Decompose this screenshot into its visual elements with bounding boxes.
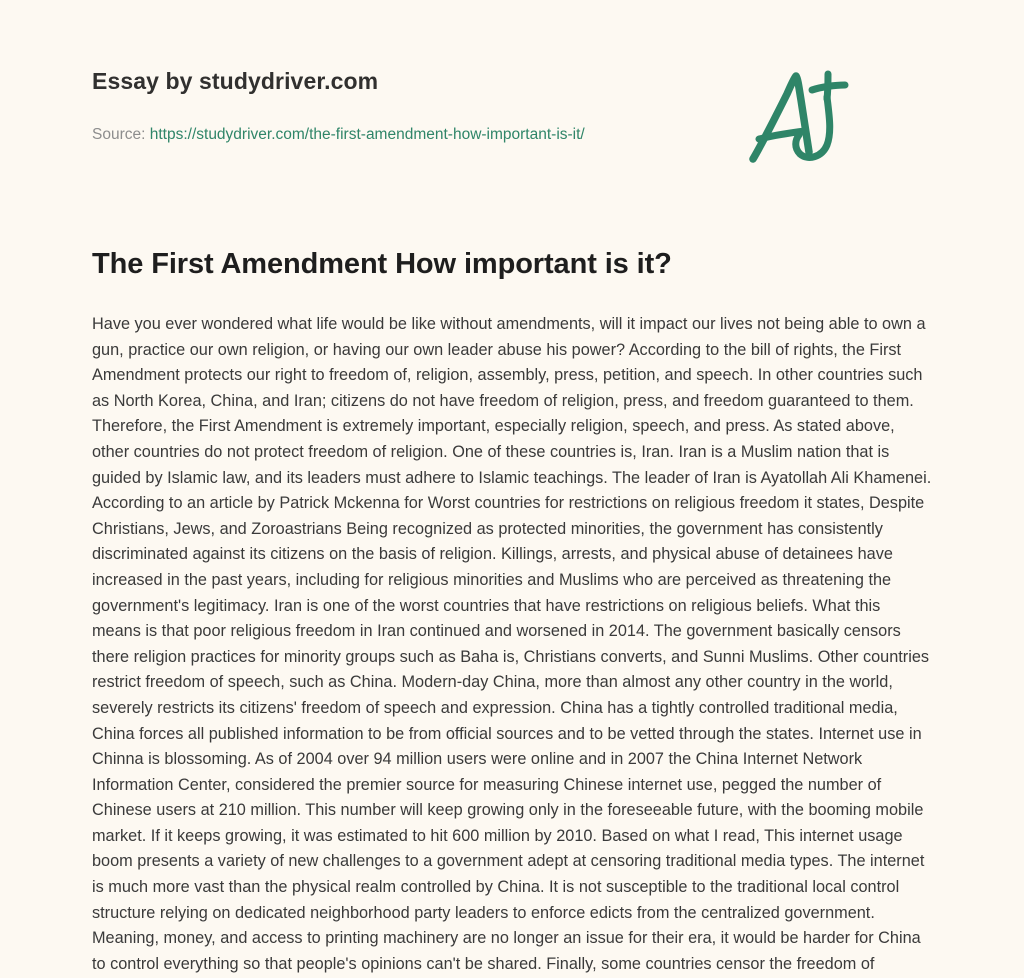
page-title: The First Amendment How important is it?	[92, 248, 672, 280]
brand-byline: Essay by studydriver.com	[92, 68, 379, 94]
source-label: Source:	[92, 126, 150, 143]
source-line	[92, 126, 585, 144]
page-header	[92, 0, 932, 190]
source-url-link[interactable]: https://studydriver.com/the-first-amendment-how-important-is-it/	[149, 126, 585, 143]
essay-body-text: Have you ever wondered what life would be like without amendments, will it impact our lives not being able to own a gun, practice our own religion, or having our own leader abuse his power? According to the bill of rights, the First Amendment protects our right to freedom of, religion, assembly, press, petition, and speech. In other countries such as North Korea, China, and Iran; citizens do not have freedom of religion, press, and freedom guaranteed to them. Therefore, the First Amendment is extremely important, especially religion, speech, and press. As stated above, other countries do not protect freedom of religion. One of these countries is, Iran. Iran is a Muslim nation that is guided by Islamic law, and its leaders must adhere to Islamic teachings. The leader of Iran is Ayatollah Ali Khamenei. According to an article by Patrick Mckenna for Worst countries for restrictions on religious freedom it states, Despite Christians, Jews, and Zoroastrians Being recognized as protected minorities, the government has consistently discriminated against its citizens on the basis of religion. Killings, arrests, and physical abuse of detainees have increased in the past years, including for religious minorities and Muslims who are perceived as threatening the government's legitimacy. Iran is one of the worst countries that have restrictions on religious beliefs. What this means is that poor religious freedom in Iran continued and worsened in 2014. The government basically censors there religion practices for minority groups such as Baha is, Christians converts, and Sunni Muslims. Other countries restrict freedom of speech, such as China. Modern-day China, more than almost any other country in the world, severely restricts its citizens' freedom of speech and expression. China has a tightly controlled traditional media, China forces all published information to be from official sources and to be vetted through the states. Internet use in Chinna is blossoming. As of 2004 over 94 million users were online and in 2007 the China Internet Network Information Center, considered the premier source for measuring Chinese internet use, pegged the number of Chinese users at 210 million. This number will keep growing only in the foreseeable future, with the booming mobile market. If it keeps growing, it was estimated to hit 600 million by 2010. Based on what I read, This internet usage boom presents a variety of new challenges to a government adept at censoring traditional media types. The internet is much more vast than the physical realm controlled by China. It is not susceptible to the traditional local control structure relying on dedicated neighborhood party leaders to enforce edicts from the centralized government. Meaning, money, and access to printing machinery are no longer an issue for their era, it would be harder for China to control everything so that people's opinions can't be shared. Finally, some countries censor the freedom of	[92, 315, 935, 973]
studydriver-a-plus-logo-icon	[737, 58, 857, 178]
